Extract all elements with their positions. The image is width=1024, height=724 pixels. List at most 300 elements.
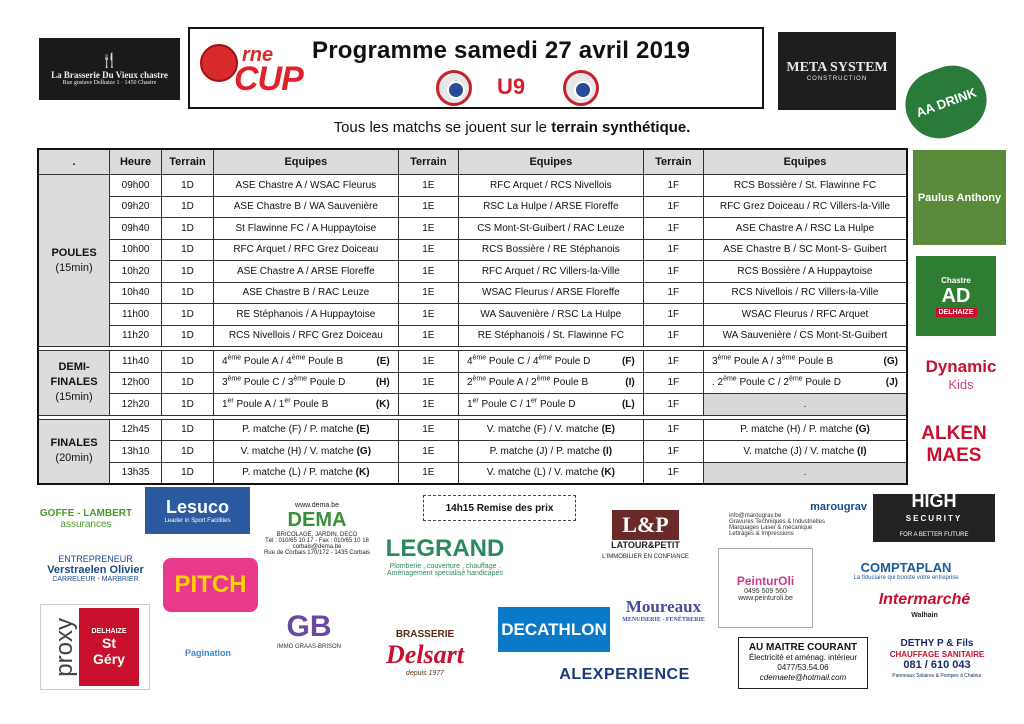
match-text: V. matche (H) / V. matche — [240, 445, 357, 457]
match-cell: WA Sauvenière / RSC La Hulpe — [458, 304, 643, 326]
sponsor-line: ENTREPRENEUR — [58, 553, 133, 564]
field-cell: 1F — [643, 441, 703, 463]
sponsor-name: Moureaux — [625, 597, 702, 616]
time-cell: 11h20 — [110, 325, 162, 347]
sponsor-sub: Walhain — [911, 612, 938, 619]
sponsor-name: Dynamic — [925, 356, 997, 376]
sponsor-sub: assurances — [60, 519, 112, 530]
sponsor-sub: BRICOLAGE, JARDIN, DECO — [276, 532, 358, 538]
sponsor-line: Lettrages & Impressions — [729, 531, 794, 537]
match-code: (G) — [356, 445, 372, 457]
match-text: ème — [227, 375, 242, 383]
match-cell — [213, 394, 398, 416]
sponsor-meta-system — [778, 32, 896, 110]
match-text: 1 — [278, 398, 285, 410]
match-text: 4 — [466, 355, 473, 367]
time-cell: 10h20 — [110, 261, 162, 283]
schedule-table — [37, 148, 908, 485]
sponsor-decathlon — [498, 607, 610, 652]
sponsor-name: marougrav — [810, 501, 867, 513]
match-cell — [213, 419, 398, 441]
sponsor-address: Rue de Corbais 170/172 - 1435 Corbais — [263, 550, 371, 556]
sponsor-name: La Brasserie Du Vieux chastre — [51, 69, 168, 80]
header-cell: Terrain — [398, 149, 458, 175]
sponsor-dethy — [882, 631, 992, 689]
match-code: (K) — [355, 467, 370, 479]
sponsor-name: ALEXPERIENCE — [559, 666, 690, 683]
phase-name: DEMI- — [58, 361, 90, 374]
field-cell: 1F — [643, 196, 703, 218]
time-cell: 11h40 — [110, 351, 162, 373]
sponsor-line: BRASSERIE — [395, 629, 455, 640]
match-text: Poule D — [802, 377, 841, 389]
match-text: V. matche (L) / V. matche — [486, 467, 602, 479]
sponsor-dynamic-kids — [915, 348, 1007, 400]
sponsor-sub: Kids — [948, 376, 974, 392]
match-cell: RE Stéphanois / St. Flawinne FC — [458, 325, 643, 347]
match-text: Poule C / — [478, 398, 526, 410]
sponsor-line: Plomberie , couverture , chauffage . — [389, 563, 501, 570]
time-cell: 11h00 — [110, 304, 162, 326]
sponsor-line: depuis 1977 — [405, 670, 445, 677]
match-text: ème — [536, 375, 551, 383]
match-cell — [213, 462, 398, 484]
field-cell: 1E — [398, 351, 458, 373]
field-cell: 1E — [398, 304, 458, 326]
match-text: ème — [293, 375, 308, 383]
sponsor-name: PeinturOli — [736, 574, 795, 588]
match-text: ème — [538, 354, 553, 362]
sponsor-pagination — [158, 617, 258, 689]
match-text: 3 — [221, 377, 228, 389]
phase-duration: (20min) — [55, 452, 93, 465]
field-cell: 1D — [162, 304, 214, 326]
field-cell: 1E — [398, 239, 458, 261]
table-row — [38, 218, 907, 240]
sponsor-name: LATOUR&PETIT — [611, 540, 680, 550]
sponsor-name: DEMA — [287, 509, 347, 531]
match-text: 1 — [466, 398, 473, 410]
sponsor-moureaux — [617, 588, 710, 632]
sponsor-ad-delhaize-chastre — [916, 256, 996, 336]
field-cell: 1E — [398, 441, 458, 463]
match-cell — [458, 351, 643, 373]
sponsor-line: St — [102, 634, 116, 651]
match-code: (G) — [883, 355, 898, 367]
field-cell: 1D — [162, 394, 214, 416]
table-row — [38, 462, 907, 484]
sponsor-legrand — [370, 522, 520, 590]
sponsor-name: PITCH — [174, 571, 247, 598]
match-text: ème — [472, 375, 487, 383]
phase-duration: (15min) — [55, 261, 93, 274]
sponsor-intermarche — [862, 593, 987, 623]
time-cell: 09h00 — [110, 175, 162, 197]
header-cell: Equipes — [703, 149, 907, 175]
sponsor-alexperience — [552, 655, 697, 695]
sponsor-mark: L&P — [612, 510, 678, 540]
match-cell: RE Stéphanois / A Huppaytoise — [213, 304, 398, 326]
sponsor-latour-petit — [598, 495, 693, 575]
time-cell: 09h40 — [110, 218, 162, 240]
match-cell: RFC Arquet / RC Villers-la-Ville — [458, 261, 643, 283]
sponsor-name: ALKEN — [921, 423, 987, 444]
field-cell: 1D — [162, 175, 214, 197]
match-text: er — [227, 397, 234, 405]
phase-demi — [38, 351, 110, 416]
sponsor-name: DETHY P & Fils — [900, 638, 974, 649]
sponsor-comptaplan — [820, 549, 992, 591]
match-text: Poule B — [550, 377, 589, 389]
table-row — [38, 419, 907, 441]
match-text: P. matche (F) / P. matche — [242, 424, 357, 436]
field-cell: 1E — [398, 462, 458, 484]
sponsor-au-maitre-courant — [738, 637, 868, 689]
sponsor-url: www.dema.be — [295, 502, 339, 509]
field-cell: 1E — [398, 394, 458, 416]
sponsor-sub: CONSTRUCTION — [806, 76, 868, 82]
match-text: . 2 — [711, 377, 724, 389]
sponsor-brasserie-vieux-chastre — [39, 38, 180, 100]
match-text: Poule B — [290, 398, 329, 410]
field-cell: 1E — [398, 175, 458, 197]
table-row — [38, 441, 907, 463]
sponsor-name: MAES — [926, 445, 982, 466]
match-cell — [703, 372, 907, 394]
match-text: 1 — [221, 398, 228, 410]
match-text: Poule B — [305, 355, 344, 367]
sponsor-graas-brison — [267, 590, 351, 670]
sponsor-line: CARRELEUR - MARBRIER — [52, 575, 139, 583]
sponsor-contact: Tél : 010/65 10 17 - Fax : 010/65 10 18 — [265, 538, 369, 544]
field-cell: 1F — [643, 394, 703, 416]
sponsor-name: AD — [941, 284, 971, 307]
sponsor-sub: MENUISERIE - FENÊTRERIE — [622, 617, 705, 623]
time-cell: 13h35 — [110, 462, 162, 484]
field-cell: 1F — [643, 462, 703, 484]
sponsor-brasserie-delsart — [360, 614, 490, 692]
field-cell: 1D — [162, 441, 214, 463]
field-cell: 1F — [643, 218, 703, 240]
phase-poules — [38, 175, 110, 347]
match-text: 4 — [532, 355, 539, 367]
match-code: (E) — [601, 424, 615, 436]
sponsor-phone: 0477/53.54.06 — [777, 663, 829, 672]
time-cell: 10h00 — [110, 239, 162, 261]
match-cell: . — [703, 394, 907, 416]
sponsor-name: proxy — [51, 617, 78, 677]
table-header-row — [38, 149, 907, 175]
sponsor-high-security — [873, 494, 995, 542]
match-text: 3 — [711, 355, 718, 367]
match-text: 4 — [221, 355, 228, 367]
sponsor-name: GB — [286, 610, 332, 643]
match-code: (I) — [625, 377, 635, 389]
match-cell: ASE Chastre A / RSC La Hulpe — [703, 218, 907, 240]
page-title: Programme samedi 27 avril 2019 — [312, 37, 691, 64]
sponsor-name: HIGH — [911, 494, 957, 511]
field-cell: 1D — [162, 325, 214, 347]
match-text: 2 — [466, 377, 473, 389]
sponsor-line: Marquages Laser & mécanique — [729, 525, 813, 531]
match-text: Poule D — [537, 398, 576, 410]
sponsor-tag: Panneaux Solaires & Pompes à Chaleur — [892, 673, 982, 679]
match-cell: RCS Bossière / St. Flawinne FC — [703, 175, 907, 197]
match-text: Poule A / — [241, 355, 287, 367]
sponsor-verstraelen — [28, 547, 163, 589]
sponsor-name: Intermarché — [878, 593, 971, 608]
table-row — [38, 261, 907, 283]
match-cell: RSC La Hulpe / ARSE Floreffe — [458, 196, 643, 218]
match-cell: ASE Chastre B / SC Mont-S- Guibert — [703, 239, 907, 261]
field-cell: 1F — [643, 175, 703, 197]
match-text: 2 — [531, 377, 537, 389]
sponsor-lesuco — [145, 487, 250, 534]
prize-ceremony-note: 14h15 Remise des prix — [423, 495, 576, 521]
header-cell: Equipes — [458, 149, 643, 175]
match-code: (K) — [375, 398, 390, 410]
field-cell: 1D — [162, 282, 214, 304]
sponsor-marougrav — [725, 494, 867, 544]
match-cell — [703, 351, 907, 373]
table-row — [38, 196, 907, 218]
match-text: V. matche (J) / V. matche — [743, 445, 858, 457]
match-text: ème — [723, 375, 737, 383]
sponsor-name: Paulus Anthony — [917, 191, 1002, 204]
field-cell: 1D — [162, 239, 214, 261]
header-cell: Terrain — [162, 149, 214, 175]
match-text: ème — [781, 354, 796, 362]
match-code: (F) — [621, 355, 635, 367]
match-cell: RCS Bossière / RE Stéphanois — [458, 239, 643, 261]
header-cell: Terrain — [643, 149, 703, 175]
sponsor-peinturoli — [718, 548, 813, 628]
match-code: (E) — [356, 424, 370, 436]
sponsor-sub: Chastre — [941, 275, 971, 285]
field-cell: 1D — [162, 372, 214, 394]
match-cell: ASE Chastre B / RAC Leuze — [213, 282, 398, 304]
match-cell: WSAC Fleurus / RFC Arquet — [703, 304, 907, 326]
match-cell: RFC Arquet / RCS Nivellois — [458, 175, 643, 197]
field-cell: 1E — [398, 282, 458, 304]
match-cell — [703, 441, 907, 463]
table-row — [38, 372, 907, 394]
match-cell: ASE Chastre A / WSAC Fleurus — [213, 175, 398, 197]
match-text: Poule C / — [241, 377, 288, 389]
match-text: Poule D — [307, 377, 346, 389]
field-cell: 1D — [162, 351, 214, 373]
match-code: (G) — [855, 424, 870, 436]
match-cell — [458, 462, 643, 484]
sponsor-name: Lesuco — [165, 497, 230, 517]
cup-text: CUP — [234, 60, 303, 98]
sponsor-url: www.peinturoli.be — [738, 595, 793, 602]
header-cell: . — [38, 149, 110, 175]
header-cell: Equipes — [213, 149, 398, 175]
match-cell: RFC Grez Doiceau / RC Villers-la-Ville — [703, 196, 907, 218]
category-label: U9 — [497, 74, 526, 99]
phase-name: FINALES — [50, 437, 98, 450]
match-cell: ASE Chastre A / ARSE Floreffe — [213, 261, 398, 283]
match-cell: RCS Bossière / A Huppaytoise — [703, 261, 907, 283]
match-code: (H) — [375, 377, 390, 389]
match-cell — [213, 372, 398, 394]
sponsor-name: COMPTAPLAN — [860, 559, 952, 575]
club-crest-icon — [563, 70, 599, 106]
match-cell — [213, 351, 398, 373]
sponsor-tag: FOR A BETTER FUTURE — [899, 531, 969, 538]
subtitle-bold: terrain synthétique. — [551, 119, 691, 136]
field-cell: 1F — [643, 304, 703, 326]
sponsor-sub: SECURITY — [905, 513, 963, 523]
time-cell: 12h45 — [110, 419, 162, 441]
sponsor-name: AU MAITRE COURANT — [748, 642, 858, 653]
subtitle-text: Tous les matchs se jouent sur le — [333, 119, 552, 136]
sponsor-goffe-lambert — [32, 496, 140, 542]
field-cell: 1D — [162, 261, 214, 283]
match-text: ème — [788, 375, 803, 383]
match-cell: WSAC Fleurus / ARSE Floreffe — [458, 282, 643, 304]
match-cell: . — [703, 462, 907, 484]
time-cell: 10h40 — [110, 282, 162, 304]
match-text: 1 — [525, 398, 531, 410]
sponsor-name: Pagination — [184, 648, 231, 658]
sponsor-brand: DELHAIZE — [91, 627, 127, 635]
match-text: Poule A / — [233, 398, 279, 410]
match-cell: RCS Nivellois / RFC Grez Doiceau — [213, 325, 398, 347]
table-row — [38, 351, 907, 373]
field-cell: 1D — [162, 462, 214, 484]
sponsor-sub: L'IMMOBILIER EN CONFIANCE — [602, 554, 689, 560]
sponsor-email: info@marougrav.be — [729, 513, 782, 519]
sponsor-line: SANITAIRE — [941, 650, 985, 659]
match-text: er — [472, 397, 479, 405]
sponsor-email: cdemaete@hotmail.com — [759, 673, 847, 682]
match-code: (E) — [376, 355, 390, 367]
match-text: ème — [227, 354, 242, 362]
match-text: Poule C / — [486, 355, 533, 367]
match-cell — [703, 419, 907, 441]
match-cell: RCS Nivellois / RC Villers-la-Ville — [703, 282, 907, 304]
match-text: P. matche (L) / P. matche — [242, 467, 356, 479]
time-cell: 09h20 — [110, 196, 162, 218]
sponsor-name: META SYSTEM — [786, 60, 888, 75]
sponsor-line: Aménagement specialisé handicapés — [387, 570, 503, 577]
phase-name: FINALES — [50, 376, 98, 389]
field-cell: 1D — [162, 218, 214, 240]
sponsor-line: Électricité et aménag. intérieur — [748, 653, 858, 662]
match-cell: WA Sauvenière / CS Mont-St-Guibert — [703, 325, 907, 347]
match-code: (I) — [857, 445, 867, 457]
orne-text: rne — [242, 44, 274, 66]
field-cell: 1D — [162, 419, 214, 441]
sponsor-sub: Leader in Sport Facilities — [164, 518, 231, 524]
header-cell: Heure — [110, 149, 162, 175]
sponsor-paulus-anthony — [913, 150, 1006, 245]
match-text: ème — [291, 354, 306, 362]
sponsor-name: DECATHLON — [501, 619, 607, 639]
match-code: (J) — [885, 377, 898, 389]
match-cell — [458, 441, 643, 463]
sponsor-name: LEGRAND — [385, 535, 505, 562]
field-cell: 1E — [398, 325, 458, 347]
match-cell — [213, 441, 398, 463]
match-text: V. matche (F) / V. matche — [486, 424, 602, 436]
field-cell: 1F — [643, 351, 703, 373]
club-crest-icon — [436, 70, 472, 106]
match-text: Poule A / — [731, 355, 777, 367]
field-cell: 1F — [643, 372, 703, 394]
match-text: P. matche (H) / P. matche — [740, 424, 856, 436]
match-text: 3 — [287, 377, 294, 389]
field-cell: 1F — [643, 261, 703, 283]
sponsor-email: corbais@dema.be — [292, 544, 342, 550]
sponsor-brand: DELHAIZE — [936, 308, 977, 317]
football-icon — [200, 44, 238, 82]
match-code: (I) — [602, 445, 613, 457]
phase-finales — [38, 419, 110, 484]
phase-name: POULES — [51, 246, 97, 259]
field-cell: 1D — [162, 196, 214, 218]
match-text: Poule A / — [486, 377, 532, 389]
field-cell: 1F — [643, 239, 703, 261]
table-row — [38, 304, 907, 326]
match-code: (L) — [621, 398, 635, 410]
sponsor-name: AA DRINK — [913, 84, 979, 120]
sponsor-sub: La fiduciaire qui booste votre entreprise — [853, 574, 959, 581]
match-cell — [458, 372, 643, 394]
phase-duration: (15min) — [55, 391, 93, 404]
match-text: 3 — [776, 355, 782, 367]
match-text: ème — [717, 354, 732, 362]
sponsor-name: Verstraelen Olivier — [47, 563, 144, 576]
match-cell: RFC Arquet / RFC Grez Doiceau — [213, 239, 398, 261]
match-text: er — [284, 397, 291, 405]
field-cell: 1F — [643, 325, 703, 347]
field-cell: 1E — [398, 372, 458, 394]
field-cell: 1E — [398, 419, 458, 441]
sponsor-line: Gravures Techniques & Industrielles — [729, 519, 825, 525]
match-text: Poule B — [795, 355, 834, 367]
sponsor-sub: IMMO GRAAS-BRISON — [276, 644, 341, 650]
match-text: Poule C / — [736, 377, 784, 389]
match-text: 2 — [783, 377, 789, 389]
match-text: er — [531, 397, 538, 405]
sponsor-phone: 081 / 610 043 — [903, 659, 971, 671]
field-cell: 1E — [398, 261, 458, 283]
match-code: (K) — [601, 467, 615, 479]
match-text: P. matche (J) / P. matche — [489, 445, 603, 457]
table-row — [38, 282, 907, 304]
table-row — [38, 175, 907, 197]
field-cell: 1E — [398, 218, 458, 240]
sponsor-name: GOFFE - LAMBERT — [39, 508, 133, 519]
match-text: ème — [472, 354, 487, 362]
sponsor-proxy-delhaize — [40, 604, 150, 690]
field-cell: 1E — [398, 196, 458, 218]
sponsor-line: Géry — [93, 650, 125, 667]
sponsor-name: Delsart — [386, 640, 464, 669]
sponsor-dema — [262, 487, 372, 571]
time-cell: 13h10 — [110, 441, 162, 463]
sponsor-pitch — [163, 558, 258, 612]
match-cell: ASE Chastre B / WA Sauvenière — [213, 196, 398, 218]
match-cell — [458, 419, 643, 441]
table-row — [38, 325, 907, 347]
match-text: Poule D — [552, 355, 591, 367]
time-cell: 12h20 — [110, 394, 162, 416]
field-cell: 1F — [643, 419, 703, 441]
